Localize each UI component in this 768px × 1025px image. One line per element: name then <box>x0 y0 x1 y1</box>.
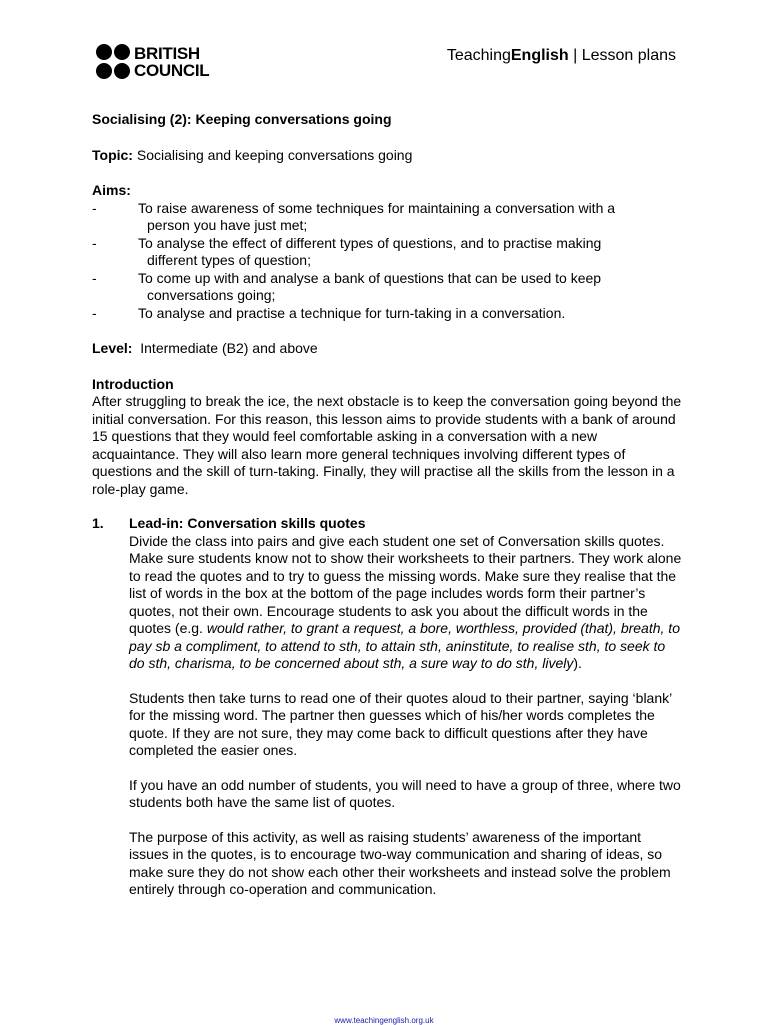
aims-heading: Aims: <box>92 182 131 198</box>
topic-label: Topic: <box>92 146 133 163</box>
header-brand <box>447 47 676 65</box>
brand-prefix: Teaching <box>446 47 511 64</box>
logo-line2: COUNCIL <box>134 61 210 80</box>
section-heading: Lead-in: Conversation skills quotes <box>129 515 366 531</box>
section-paragraph-1: Divide the class into pairs and give each student one set of Conversation skills quotes. Make sure students know not to show their worksheets to their partners. They work alone to read the quotes and to try to guess the missing words. Make sure they realise that the list of words in the box at the bottom of the page includes words form their partner’s quotes, not their own. Encourage students to ask you about the difficult words in the quotes (e.g. would rather, to grant a request, a bore, worthless, provided (that), breath, to pay sb a compliment, to attend to sth, to attain sth, aninstitute, to realise sth, to seek to do sth, charisma, to be concerned about sth, a sure way to do sth, lively). <box>129 532 682 671</box>
level-value: Intermediate (B2) and above <box>140 340 318 356</box>
brand-suffix: | Lesson plans <box>568 47 676 64</box>
section-1 <box>92 515 682 899</box>
section-paragraph-3: If you have an odd number of students, you will need to have a group of three, where two students both have the same list of quotes. <box>129 776 681 810</box>
logo-text <box>134 45 209 79</box>
intro-heading: Introduction <box>92 375 174 392</box>
intro-paragraph: After struggling to break the ice, the next obstacle is to keep the conversation going beyond the initial conversation. For this reason, this lesson aims to provide students with a bank of around 15 questions that they would feel comfortable asking in a conversation with a new acquaintance. They will also learn more general techniques involving different types of questions and the skill of turn-taking. Finally, they will practise all the skills from the lesson in a role-play game. <box>92 393 682 497</box>
aim-item: - To analyse and practise a technique for turn-taking in a conversation. <box>92 304 566 321</box>
level-label: Level: <box>92 340 133 356</box>
brand-bold: English <box>510 47 569 64</box>
aims-list <box>92 200 682 323</box>
logo-dots-icon <box>96 44 130 80</box>
section-number: 1. <box>92 515 104 531</box>
aim-item: - To come up with and analyse a bank of questions that can be used to keep conversations going; <box>92 269 602 303</box>
document-title: Socialising (2): Keeping conversations going <box>92 111 392 127</box>
footer-url-link[interactable]: www.teachingenglish.org.uk <box>334 1016 434 1025</box>
british-council-logo <box>96 44 236 82</box>
section-paragraph-4: The purpose of this activity, as well as raising students’ awareness of the important issues in the quotes, is to encourage two-way communication and sharing of ideas, so make sure they do not show each other their worksheets and instead solve the problem entirely through co-operation and communication. <box>129 828 671 897</box>
vocabulary-list: would rather, to grant a request, a bore, worthless, provided (that), breath, to pay sb a compliment, to attend to sth, to attain sth, aninstitute, to realise sth, to seek to do sth, charisma, to be concerned about sth, a sure way to do sth, lively <box>129 620 680 671</box>
aim-item: - To raise awareness of some techniques for maintaining a conversation with a person you have just met; <box>92 199 616 233</box>
section-paragraph-2: Students then take turns to read one of their quotes aloud to their partner, saying ‘blank’ for the missing word. The partner then guesses which of his/her words completes the quote. If they are not sure, they may come back to difficult questions after they have completed the easier ones. <box>129 689 672 758</box>
topic-line <box>92 147 682 165</box>
aim-item: - To analyse the effect of different types of questions, and to practise making different types of question; <box>92 234 602 268</box>
document-body <box>92 111 682 916</box>
topic-value: Socialising and keeping conversations going <box>136 146 413 163</box>
logo-line1: BRITISH <box>134 44 200 63</box>
level-line <box>92 340 682 358</box>
